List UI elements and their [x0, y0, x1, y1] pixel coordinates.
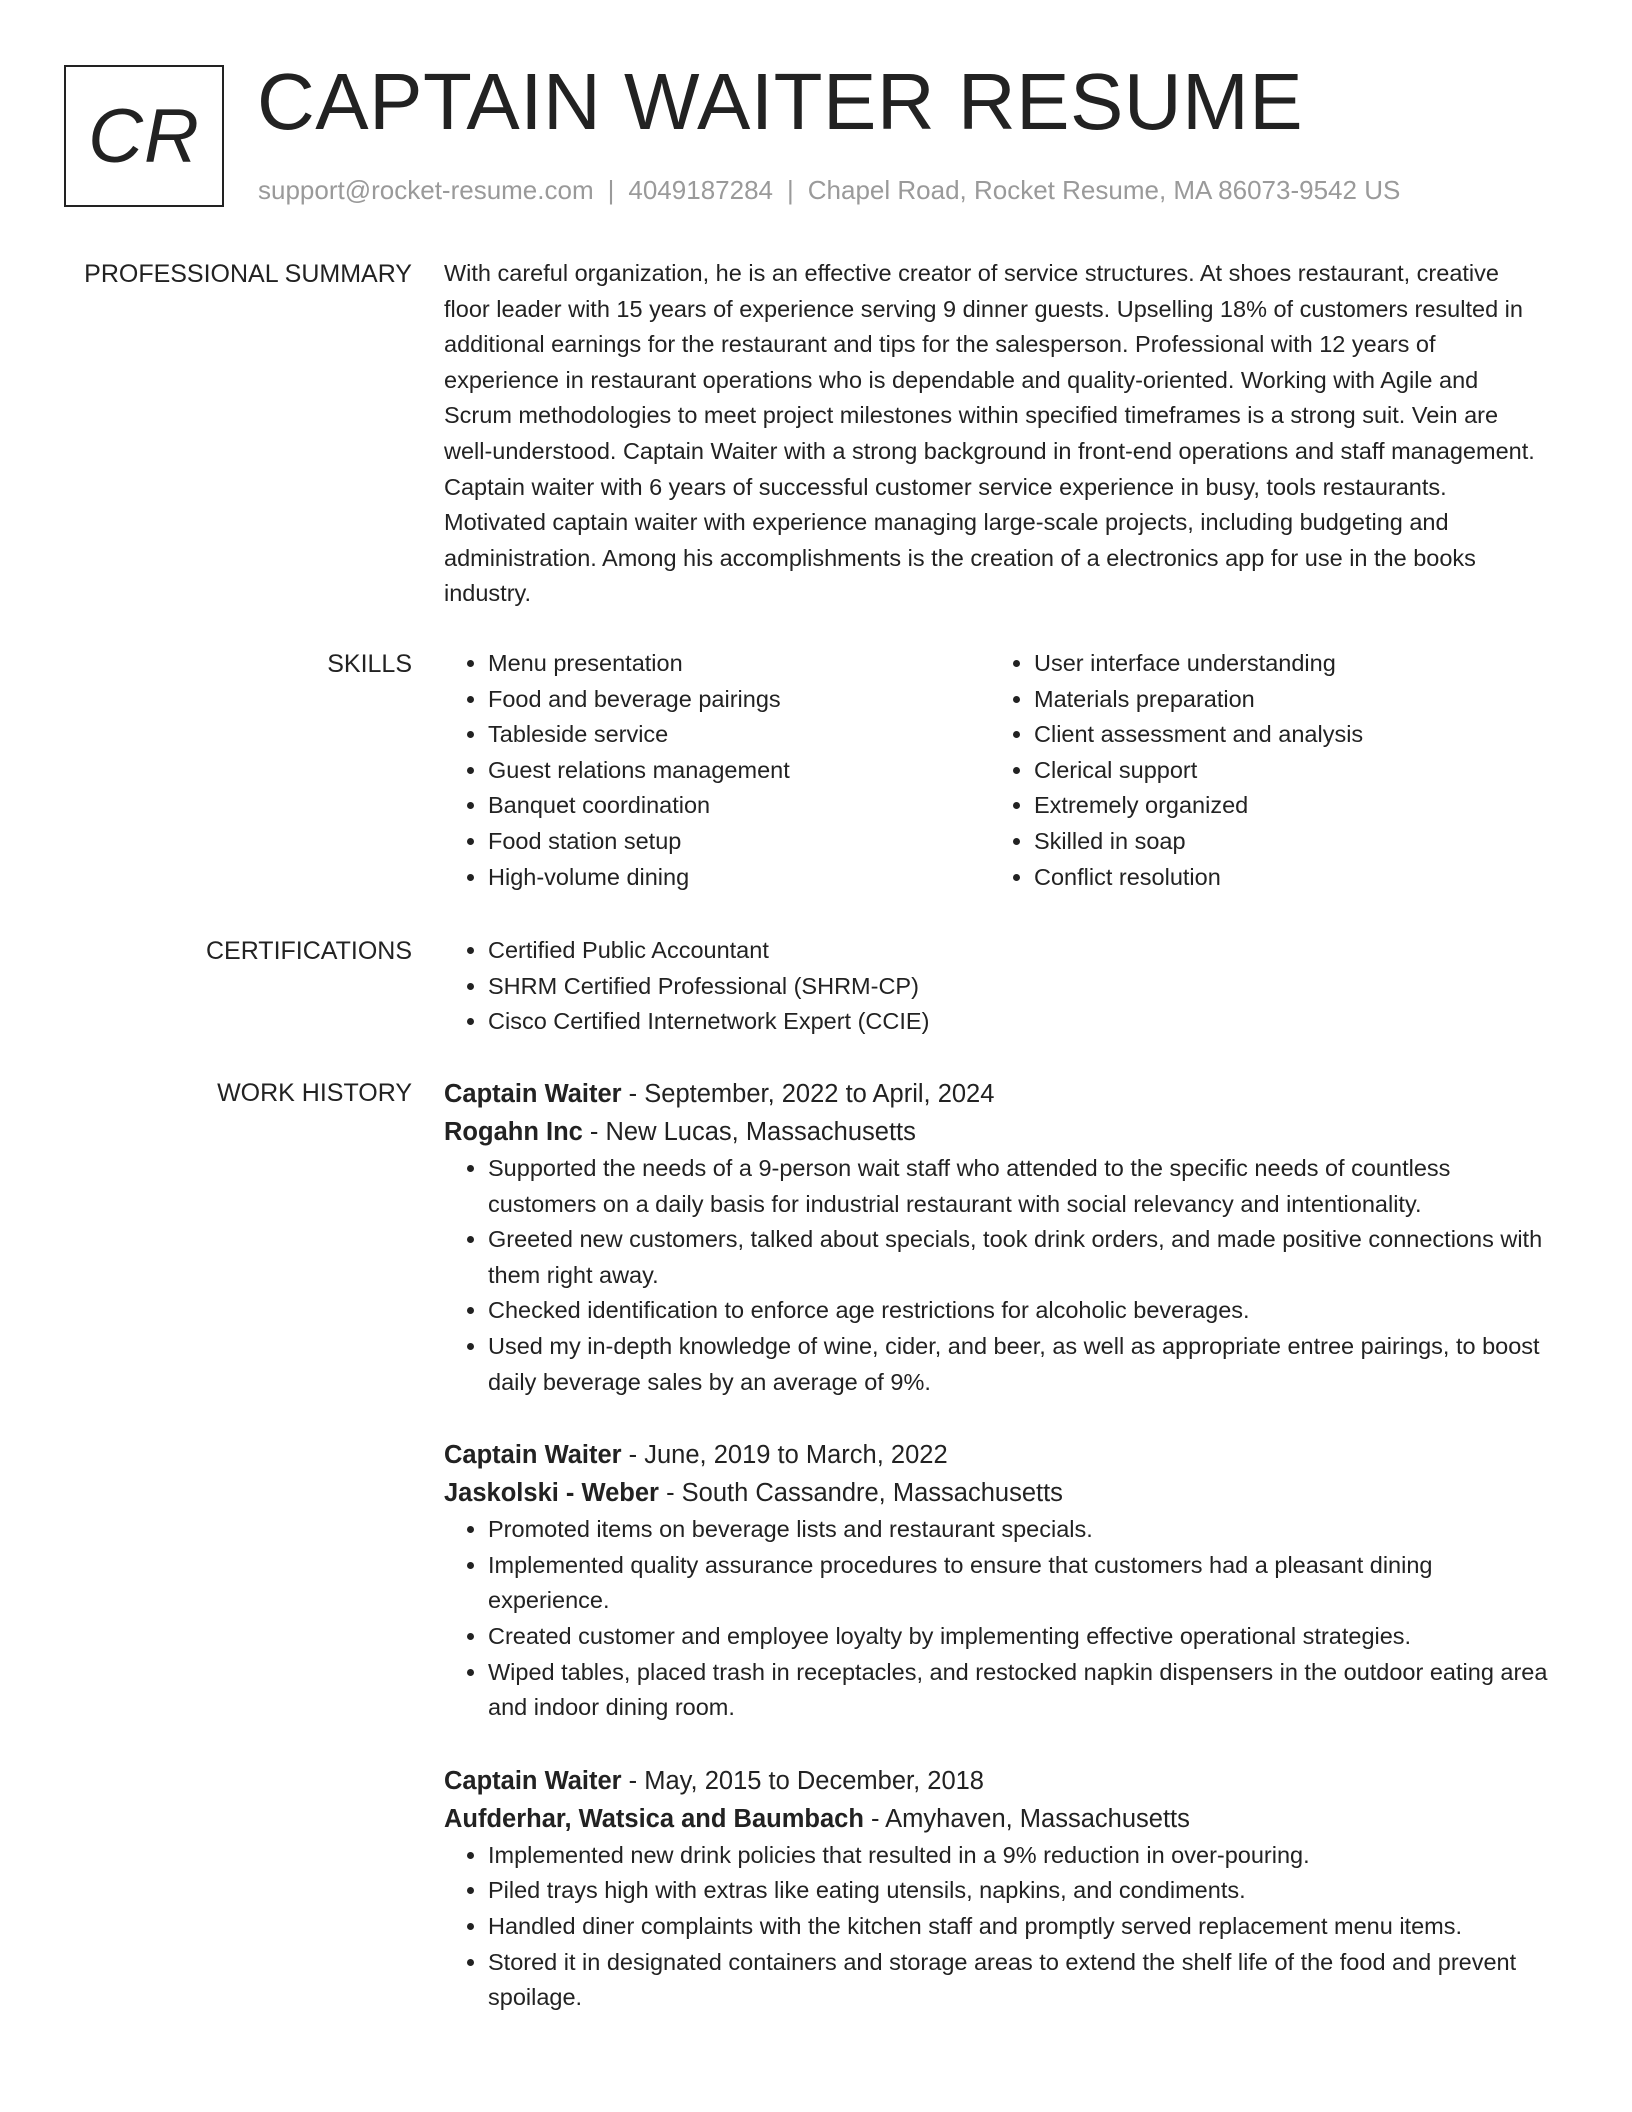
- job-duty: • Piled trays high with extras like eating utensils, napkins, and condiments.: [488, 1873, 1550, 1909]
- job-duty: • Supported the needs of a 9-person wait staff who attended to the specific needs of countless customers on a daily basis for industrial restaurant with social relevancy and intentionality.: [488, 1151, 1550, 1222]
- job-title: Captain Waiter: [444, 1441, 622, 1470]
- job-entry: [444, 1762, 1550, 2016]
- job-duty: • Stored it in designated containers and storage areas to extend the shelf life of the food and prevent spoilage.: [488, 1945, 1550, 2016]
- skill-item: • Client assessment and analysis: [1034, 717, 1550, 753]
- job-title: Captain Waiter: [444, 1766, 622, 1795]
- resume-title: CAPTAIN WAITER RESUME: [257, 57, 1304, 146]
- skill-item: • Guest relations management: [488, 753, 990, 789]
- contact-separator: |: [787, 175, 794, 205]
- job-location: - New Lucas, Massachusetts: [582, 1118, 916, 1146]
- skill-item: • Menu presentation: [488, 646, 990, 682]
- job-duty: • Handled diner complaints with the kitchen staff and promptly served replacement menu items.: [488, 1909, 1550, 1945]
- work-history-body: [444, 1075, 1550, 2052]
- job-dates: - June, 2019 to March, 2022: [621, 1441, 948, 1470]
- contact-email: support@rocket-resume.com: [258, 175, 594, 205]
- job-entry: [444, 1436, 1550, 1726]
- skill-item: • Extremely organized: [1034, 788, 1550, 824]
- job-duty: • Promoted items on beverage lists and restaurant specials.: [488, 1512, 1550, 1548]
- skills-body: [444, 646, 1550, 895]
- job-duties: [444, 1838, 1550, 2016]
- contact-phone: 4049187284: [628, 175, 773, 205]
- job-title-line: [444, 1075, 1550, 1113]
- skills-column-right: [990, 646, 1550, 895]
- summary-text: With careful organization, he is an effective creator of service structures. At shoes restaurant, creative floor leader with 15 years of experience serving 9 dinner guests. Upselling 18% of customers resulted in additional earnings for the restaurant and tips for the salesperson. Professional with 12 years of experience in restaurant operations who is dependable and quality-oriented. Working with Agile and Scrum methodologies to meet project milestones within specified timeframes is a strong suit. Vein are well-understood. Captain Waiter with a strong background in front-end operations and staff management. Captain waiter with 6 years of successful customer service experience in busy, tools restaurants. Motivated captain waiter with experience managing large-scale projects, including budgeting and administration. Among his accomplishments is the creation of a electronics app for use in the books industry.: [444, 260, 1535, 607]
- skills-heading: SKILLS: [327, 650, 412, 678]
- certifications-body: [444, 933, 1550, 1040]
- skill-item: • Food station setup: [488, 824, 990, 860]
- skill-item: • Banquet coordination: [488, 788, 990, 824]
- job-title-line: [444, 1762, 1550, 1800]
- skill-item: • Tableside service: [488, 717, 990, 753]
- job-title-line: [444, 1436, 1550, 1474]
- job-duty: • Implemented quality assurance procedures to ensure that customers had a pleasant dining experience.: [488, 1548, 1550, 1619]
- job-title: Captain Waiter: [444, 1080, 622, 1108]
- job-entry: [444, 1075, 1550, 1400]
- work-history-heading: WORK HISTORY: [217, 1079, 412, 1107]
- skills-column-left: [444, 646, 990, 895]
- certifications-heading: CERTIFICATIONS: [205, 937, 412, 965]
- job-company: Aufderhar, Watsica and Baumbach: [444, 1804, 864, 1833]
- job-dates: - May, 2015 to December, 2018: [621, 1766, 984, 1795]
- certification-item: • Cisco Certified Internetwork Expert (CCIE): [488, 1004, 1550, 1040]
- summary-heading: PROFESSIONAL SUMMARY: [84, 260, 412, 288]
- certification-item: • Certified Public Accountant: [488, 933, 1550, 969]
- job-company-line: [444, 1113, 1550, 1151]
- job-company-line: [444, 1800, 1550, 1838]
- job-company-line: [444, 1474, 1550, 1512]
- job-duties: [444, 1512, 1550, 1726]
- job-location: - Amyhaven, Massachusetts: [863, 1804, 1190, 1833]
- skill-item: • High-volume dining: [488, 860, 990, 896]
- skill-item: • Food and beverage pairings: [488, 682, 990, 718]
- job-company: Jaskolski - Weber: [444, 1479, 659, 1508]
- job-duty: • Implemented new drink policies that resulted in a 9% reduction in over-pouring.: [488, 1838, 1550, 1874]
- certification-item: • SHRM Certified Professional (SHRM-CP): [488, 969, 1550, 1005]
- contact-separator: |: [607, 175, 615, 205]
- job-duties: [444, 1151, 1550, 1400]
- skill-item: • Materials preparation: [1034, 682, 1550, 718]
- job-duty: • Wiped tables, placed trash in receptacles, and restocked napkin dispensers in the outdoor eating area and indoor dining room.: [488, 1655, 1550, 1726]
- contact-address: Chapel Road, Rocket Resume, MA 86073-9542 US: [807, 175, 1401, 205]
- monogram-logo: CR: [64, 65, 224, 207]
- job-duty: • Checked identification to enforce age restrictions for alcoholic beverages.: [488, 1293, 1550, 1329]
- skill-item: • Conflict resolution: [1034, 860, 1550, 896]
- job-dates: - September, 2022 to April, 2024: [621, 1080, 995, 1108]
- skill-item: • Clerical support: [1034, 753, 1550, 789]
- job-company: Rogahn Inc: [444, 1118, 583, 1146]
- job-location: - South Cassandre, Massachusetts: [658, 1479, 1063, 1508]
- skill-item: • User interface understanding: [1034, 646, 1550, 682]
- job-duty: • Greeted new customers, talked about specials, took drink orders, and made positive connections with them right away.: [488, 1222, 1550, 1293]
- skill-item: • Skilled in soap: [1034, 824, 1550, 860]
- contact-line: [258, 172, 1400, 208]
- job-duty: • Created customer and employee loyalty by implementing effective operational strategies.: [488, 1619, 1550, 1655]
- job-duty: • Used my in-depth knowledge of wine, cider, and beer, as well as appropriate entree pairings, to boost daily beverage sales by an average of 9%.: [488, 1329, 1550, 1400]
